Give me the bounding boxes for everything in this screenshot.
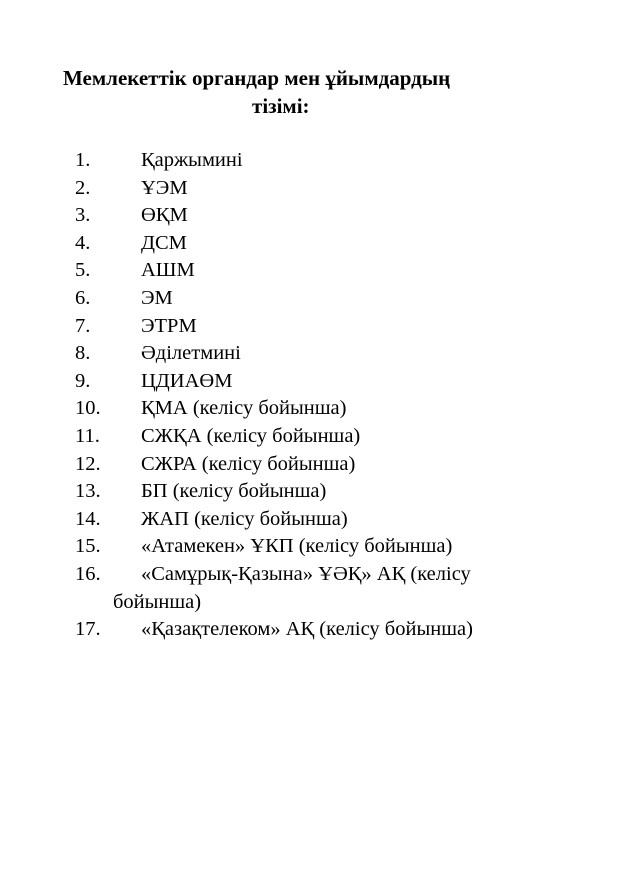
list-item-text-line-2: бойынша) — [113, 590, 202, 613]
list-item — [0, 368, 621, 396]
list-item — [0, 616, 621, 644]
list-item-number: 1. — [75, 149, 91, 171]
list-item-number: 2. — [75, 176, 91, 199]
list-item — [0, 533, 621, 561]
list-item — [0, 561, 621, 616]
list-item-text: БП (келісу бойынша) — [141, 480, 327, 503]
title-line-1: Мемлекеттік органдар мен ұйымдардың — [63, 66, 451, 90]
list-item — [0, 147, 621, 175]
list-item — [0, 202, 621, 230]
list-item — [0, 257, 621, 285]
list-item-text: АШМ — [141, 259, 195, 282]
list-item-text: Әділетмині — [141, 342, 241, 365]
list-item-number: 8. — [75, 342, 91, 365]
list-item-number: 13. — [75, 480, 101, 503]
list-item-number: 10. — [75, 397, 101, 420]
list-item-text: ҚМА (келісу бойынша) — [141, 397, 347, 420]
list-item-number: 14. — [75, 507, 101, 530]
list-item-text: «Қазақтелеком» АҚ (келісу бойынша) — [141, 618, 473, 641]
list-item-text: «Атамекен» ҰКП (келісу бойынша) — [141, 535, 453, 558]
list-item-number: 7. — [75, 314, 91, 337]
list-item-text: ЭМ — [141, 286, 173, 309]
list-item — [0, 313, 621, 341]
list-item — [0, 451, 621, 479]
list-item-text-line-1: «Самұрық-Қазына» ҰӘҚ» АҚ (келісу — [141, 562, 471, 585]
list-item — [0, 506, 621, 534]
list-item-text: СЖРА (келісу бойынша) — [141, 452, 356, 475]
list-item-text: ДСМ — [141, 231, 187, 254]
list-item-number: 3. — [75, 204, 91, 227]
list-item-text — [113, 561, 471, 616]
list-item — [0, 478, 621, 506]
list-item-number: 11. — [75, 424, 100, 447]
list-item-text: ЭТРМ — [141, 314, 197, 337]
list-item-text: ҰЭМ — [141, 176, 188, 199]
title-line-2: тізімі: — [252, 94, 310, 118]
list-item — [0, 230, 621, 258]
list-item-number: 4. — [75, 231, 91, 254]
list-item-number: 12. — [75, 452, 101, 475]
list-item — [0, 395, 621, 423]
list-item-text: ЖАП (келісу бойынша) — [141, 507, 348, 530]
list-item-text: ӨҚМ — [141, 204, 188, 227]
list-item — [0, 423, 621, 451]
organizations-list — [0, 147, 621, 644]
list-item-number: 5. — [75, 259, 91, 282]
list-item-number: 9. — [75, 369, 91, 392]
list-item-number: 15. — [75, 535, 101, 558]
list-item — [0, 285, 621, 313]
list-item-number: 6. — [75, 286, 91, 309]
list-item-number: 16. — [75, 562, 101, 585]
list-item — [0, 175, 621, 203]
list-item-text: Қаржымині — [141, 149, 243, 171]
list-item-number: 17. — [75, 618, 101, 641]
list-item-text: СЖҚА (келісу бойынша) — [141, 424, 361, 447]
list-item-text: ЦДИАӨМ — [141, 369, 233, 392]
list-item — [0, 340, 621, 368]
